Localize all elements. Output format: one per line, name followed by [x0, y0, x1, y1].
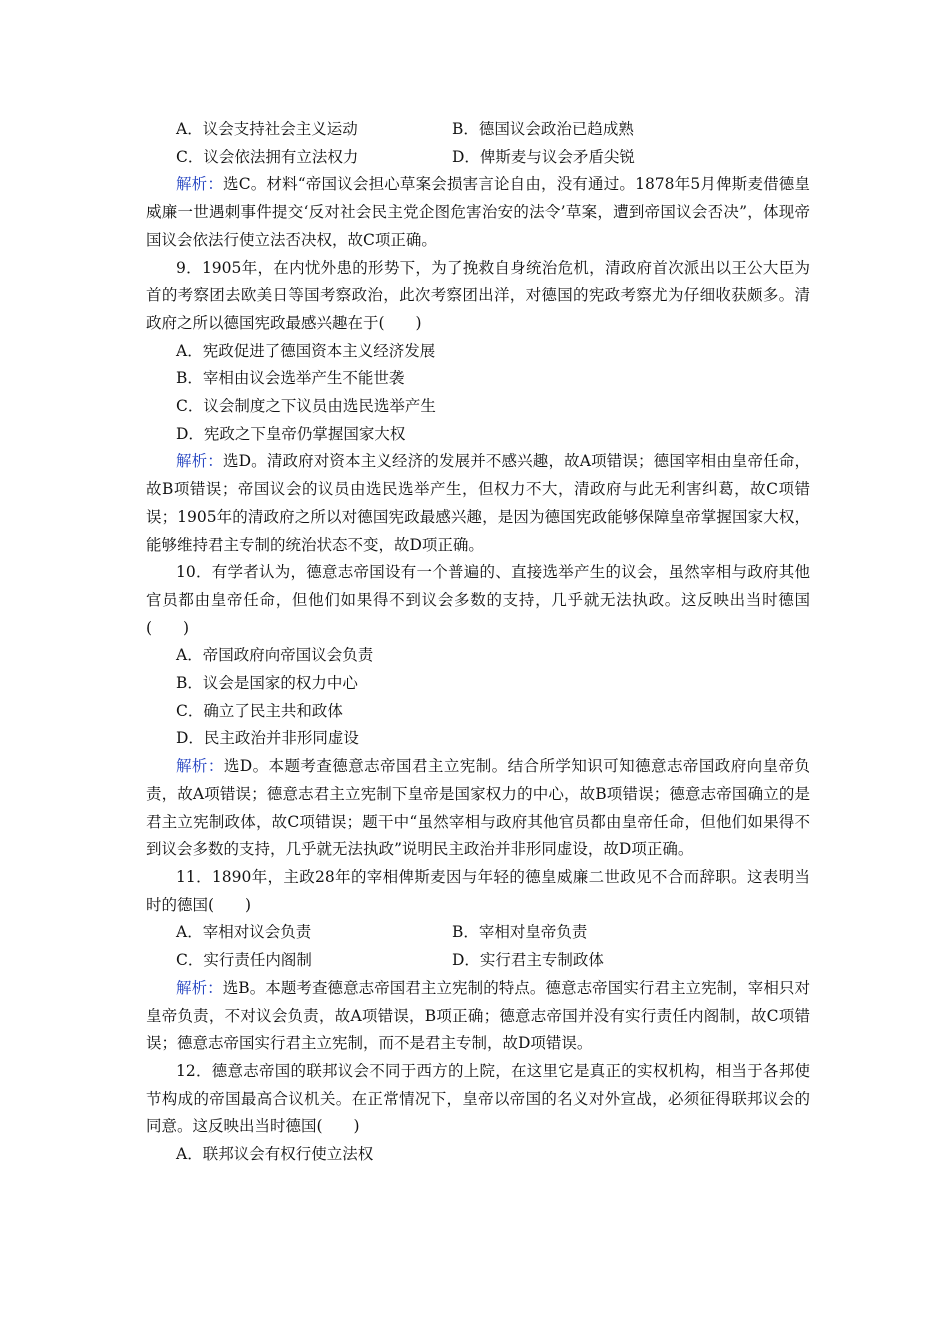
question-stem: 11．1890年，主政28年的宰相俾斯麦因与年轻的德皇威廉二世政见不合而辞职。这表明当时的德国( ) — [146, 867, 810, 914]
option-d: D．俾斯麦与议会矛盾尖锐 — [452, 147, 635, 166]
option-row — [146, 144, 810, 172]
option-a: A．议会支持社会主义运动 — [176, 120, 358, 138]
option-c: C．实行责任内阁制 — [176, 951, 312, 970]
option-a: A．联邦议会有权行使立法权 — [176, 1145, 374, 1164]
option-c: C．确立了民主共和政体 — [176, 701, 343, 720]
question-stem: 10．有学者认为，德意志帝国设有一个普遍的、直接选举产生的议会，虽然宰相与政府其他官员都由皇帝任命，但他们如果得不到议会多数的支持，几乎就无法执政。这反映出当时德国( ) — [146, 563, 810, 637]
analysis-label: 解析： — [176, 175, 224, 194]
analysis-paragraph — [146, 448, 810, 559]
document-page — [146, 116, 810, 1169]
option-b: B．德国议会政治已趋成熟 — [452, 120, 634, 138]
analysis-text: 选D。清政府对资本主义经济的发展并不感兴趣，故A项错误；德国宰相由皇帝任命，故B项错误；帝国议会的议员由选民选举产生，但权力不大，清政府与此无利害纠葛，故C项错误；1905年的清政府之所以对德国宪政最感兴趣，是因为德国宪政能够保障皇帝掌握国家大权，能够维持君主专制的统治状态不变，故D项正确。 — [146, 452, 810, 554]
question-stem: 12．德意志帝国的联邦议会不同于西方的上院，在这里它是真正的实权机构，相当于各邦使节构成的帝国最高合议机关。在正常情况下，皇帝以帝国的名义对外宣战，必须征得联邦议会的同意。这反映出当时德国( ) — [146, 1061, 810, 1136]
option-b: B．议会是国家的权力中心 — [176, 674, 358, 693]
option-c: C．议会依法拥有立法权力 — [176, 147, 359, 166]
option-b: B．宰相对皇帝负责 — [452, 923, 588, 942]
option-a: A．帝国政府向帝国议会负责 — [176, 646, 374, 665]
option-row — [146, 116, 810, 144]
option-a: A．宰相对议会负责 — [176, 923, 312, 942]
analysis-paragraph — [146, 975, 810, 1058]
option-a: A．宪政促进了德国资本主义经济发展 — [176, 341, 436, 360]
option-b: B．宰相由议会选举产生不能世袭 — [176, 369, 405, 388]
option-row — [146, 947, 810, 975]
option-row — [146, 919, 810, 947]
analysis-label: 解析： — [176, 757, 224, 776]
option-d: D．实行君主专制政体 — [452, 951, 604, 970]
option-d: D．民主政治并非形同虚设 — [176, 729, 359, 748]
analysis-text: 选B。本题考查德意志帝国君主立宪制的特点。德意志帝国实行君主立宪制，宰相只对皇帝负责，不对议会负责，故A项错误，B项正确；德意志帝国并没有实行责任内阁制，故C项错误；德意志帝国实行君主立宪制，而不是君主专制，故D项错误。 — [146, 978, 810, 1053]
analysis-label: 解析： — [176, 452, 223, 471]
question-stem: 9．1905年，在内忧外患的形势下，为了挽救自身统治危机，清政府首次派出以王公大臣为首的考察团去欧美日等国考察政治，此次考察团出洋，对德国的宪政考察尤为仔细收获颇多。清政府之所以德国宪政最感兴趣在于( ) — [146, 258, 810, 332]
analysis-label: 解析： — [176, 978, 223, 997]
analysis-paragraph — [146, 171, 810, 254]
analysis-text: 选C。材料“帝国议会担心草案会损害言论自由，没有通过。1878年5月俾斯麦借德皇威廉一世遇刺事件提交‘反对社会民主党企图危害治安的法令’草案，遭到帝国议会否决”，体现帝国议会依法行使立法否决权，故C项正确。 — [146, 175, 810, 249]
analysis-text: 选D。本题考查德意志帝国君主立宪制。结合所学知识可知德意志帝国政府向皇帝负责，故A项错误；德意志君主立宪制下皇帝是国家权力的中心，故B项错误；德意志帝国确立的是君主立宪制政体，故C项错误；题干中“虽然宰相与政府其他官员都由皇帝任命，但他们如果得不到议会多数的支持，几乎就无法执政”说明民主政治并非形同虚设，故D项正确。 — [146, 757, 810, 859]
option-c: C．议会制度之下议员由选民选举产生 — [176, 397, 436, 416]
option-d: D．宪政之下皇帝仍掌握国家大权 — [176, 424, 406, 443]
analysis-paragraph — [146, 753, 810, 864]
